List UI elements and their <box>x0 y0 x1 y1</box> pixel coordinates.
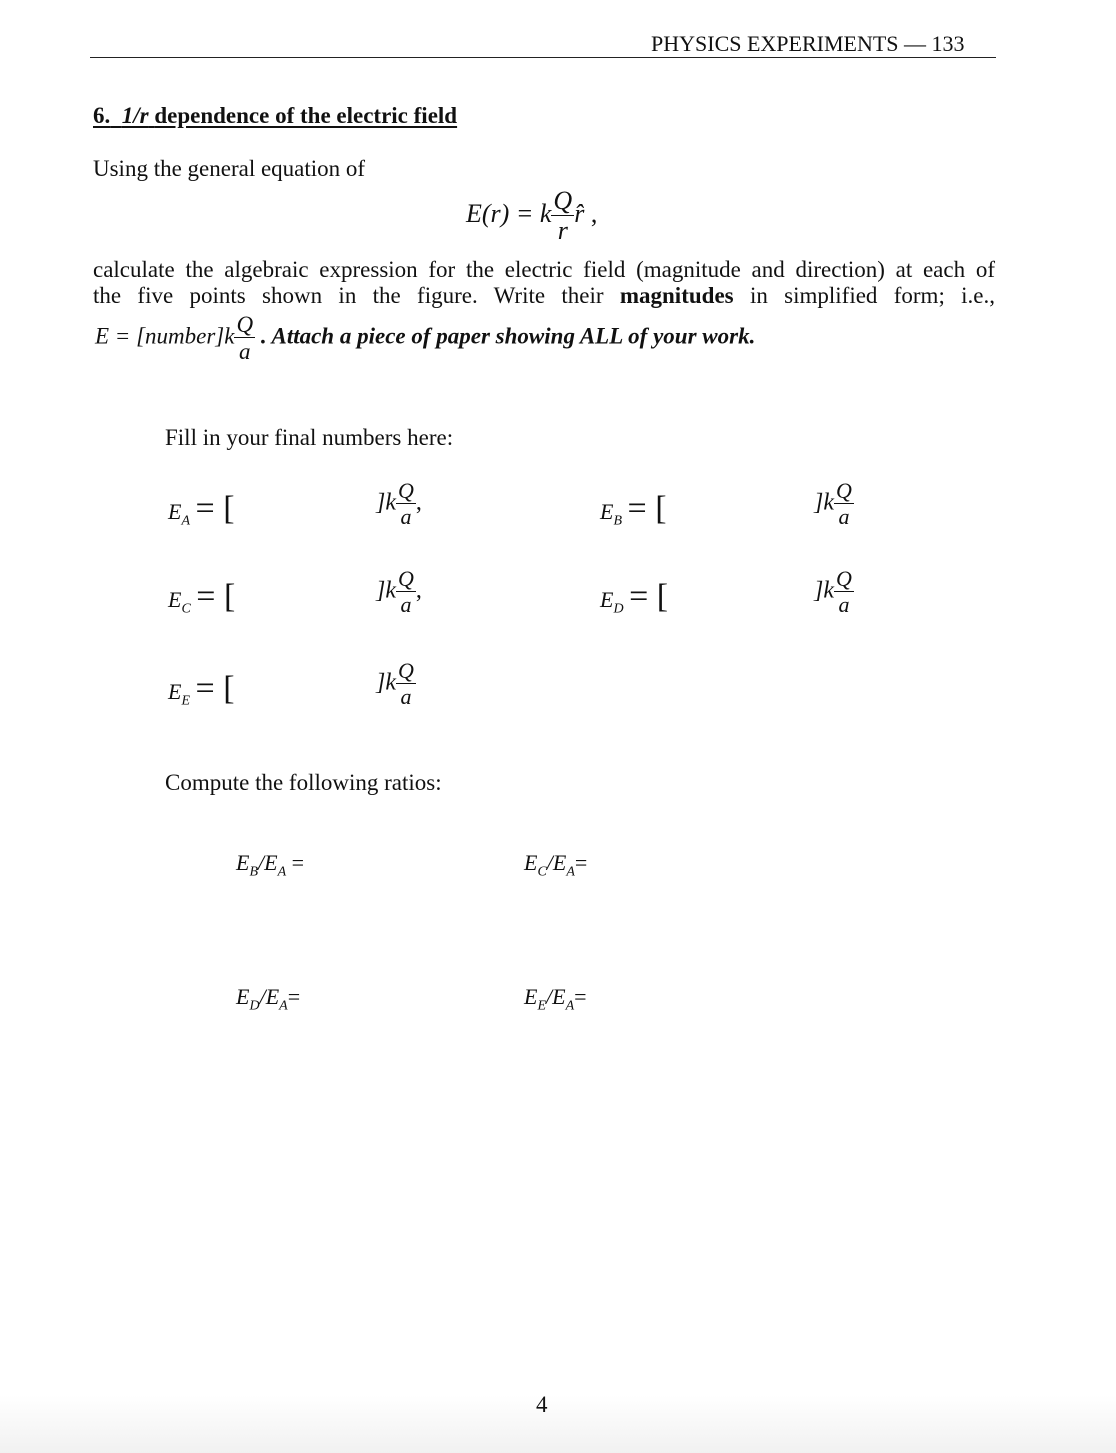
ratio-denominator-sub: A <box>566 864 575 880</box>
ratio-denominator-sub: A <box>277 864 287 880</box>
running-header: PHYSICS EXPERIMENTS — 133 <box>651 31 965 56</box>
entry-subscript: A <box>181 513 191 529</box>
entry-denominator: a <box>400 504 412 529</box>
entry-symbol: E <box>600 499 614 524</box>
ratio-equals: = <box>287 984 301 1009</box>
entry-symbol: E <box>168 499 182 524</box>
equation-fraction <box>551 188 574 244</box>
ratio-numerator-sub: B <box>249 864 259 880</box>
paragraph-line-2-start: the five points shown in the figure. Write their <box>93 283 604 308</box>
ratio-prompt: Compute the following ratios: <box>165 770 442 795</box>
entry-close-bracket: ]k <box>376 669 396 696</box>
template-denominator: a <box>239 339 251 364</box>
ratio-numerator-sub: C <box>537 864 547 880</box>
entry-fraction <box>396 660 416 708</box>
entry-close-bracket: ]k <box>376 489 396 516</box>
fill-entry-e-value <box>376 660 416 708</box>
entry-subscript: E <box>181 693 191 709</box>
ratio-equals: = <box>574 850 588 875</box>
entry-denominator: a <box>838 504 850 529</box>
paragraph-line-3 <box>95 313 755 363</box>
entry-numerator: Q <box>398 478 414 503</box>
paragraph-bold-magnitudes: magnitudes <box>619 283 734 308</box>
section-heading <box>93 103 457 129</box>
template-numerator: Q <box>236 312 254 337</box>
ratio-eb-ea <box>236 850 304 880</box>
equation-trailing: , <box>590 198 598 228</box>
fill-entry-a-value <box>376 480 422 528</box>
entry-punct: , <box>415 489 422 516</box>
paragraph-line-1: calculate the algebraic expression for the electric field (magnitude and direction) at each of <box>93 257 995 282</box>
fill-entry-d-value <box>814 568 854 616</box>
ratio-equals: = <box>286 850 305 875</box>
entry-symbol: E <box>168 679 182 704</box>
equation-unit-vector: r̂ <box>574 198 585 228</box>
entry-punct: , <box>415 577 422 604</box>
entry-open-bracket: = [ <box>627 490 667 527</box>
ratio-numerator-sub: D <box>249 998 260 1014</box>
header-rule <box>90 57 996 58</box>
intro-text: Using the general equation of <box>93 156 366 181</box>
entry-fraction <box>396 568 416 616</box>
entry-fraction <box>396 480 416 528</box>
ratio-numerator-sub: E <box>537 998 547 1014</box>
fill-entry-d-label <box>600 578 668 617</box>
section-number: 6. <box>93 103 111 128</box>
ratio-denominator: /E <box>258 850 278 875</box>
entry-numerator: Q <box>398 566 414 591</box>
fill-entry-b-value <box>814 480 854 528</box>
page-number: 4 <box>536 1392 548 1417</box>
entry-numerator: Q <box>836 478 852 503</box>
entry-fraction <box>834 568 854 616</box>
fill-entry-c-value <box>376 568 422 616</box>
ratio-denominator-sub: A <box>565 998 575 1014</box>
fill-entry-c-label <box>168 578 235 617</box>
main-equation <box>466 188 597 244</box>
entry-numerator: Q <box>836 566 852 591</box>
entry-subscript: D <box>613 601 624 617</box>
ratio-numerator: E <box>524 850 538 875</box>
entry-fraction <box>834 480 854 528</box>
ratio-numerator: E <box>524 984 538 1009</box>
entry-open-bracket: = [ <box>195 670 235 707</box>
entry-open-bracket: = [ <box>196 578 236 615</box>
entry-subscript: C <box>181 601 191 617</box>
ratio-denominator: /E <box>546 850 567 875</box>
paragraph-line-2-end: in simplified form; i.e., <box>749 283 996 308</box>
ratio-numerator: E <box>236 850 250 875</box>
entry-open-bracket: = [ <box>195 490 235 527</box>
fill-prompt: Fill in your final numbers here: <box>165 425 454 450</box>
ratio-ec-ea <box>524 850 587 880</box>
section-title-text: dependence of the electric field <box>154 103 458 128</box>
entry-denominator: a <box>400 592 412 617</box>
entry-close-bracket: ]k <box>814 577 834 604</box>
section-title-variable: 1/r <box>121 103 149 128</box>
attach-note: . Attach a piece of paper showing ALL of your work. <box>260 323 756 349</box>
equation-lhs: E(r) = k <box>466 198 552 228</box>
ratio-ed-ea <box>236 984 300 1014</box>
ratio-denominator: /E <box>259 984 280 1009</box>
fill-entry-a-label <box>168 490 235 529</box>
entry-numerator: Q <box>398 658 414 683</box>
equation-denominator: r <box>557 216 568 245</box>
ratio-numerator: E <box>236 984 250 1009</box>
fill-entry-e-label <box>168 670 235 709</box>
ratio-equals: = <box>574 984 587 1009</box>
fill-entry-b-label <box>600 490 667 529</box>
template-fraction <box>234 313 255 363</box>
entry-symbol: E <box>168 587 182 612</box>
entry-close-bracket: ]k <box>814 489 834 516</box>
ratio-ee-ea <box>524 984 587 1014</box>
equation-numerator: Q <box>553 186 573 215</box>
ratio-denominator-sub: A <box>279 998 288 1014</box>
paragraph-line-2 <box>93 283 995 309</box>
entry-close-bracket: ]k <box>376 577 396 604</box>
template-expression: E = [number]k <box>95 323 235 349</box>
entry-denominator: a <box>838 592 850 617</box>
entry-symbol: E <box>600 587 614 612</box>
entry-denominator: a <box>400 684 412 709</box>
ratio-denominator: /E <box>546 984 566 1009</box>
entry-open-bracket: = [ <box>629 578 669 615</box>
page-bottom-shade <box>0 1395 1116 1453</box>
entry-subscript: B <box>613 513 623 529</box>
